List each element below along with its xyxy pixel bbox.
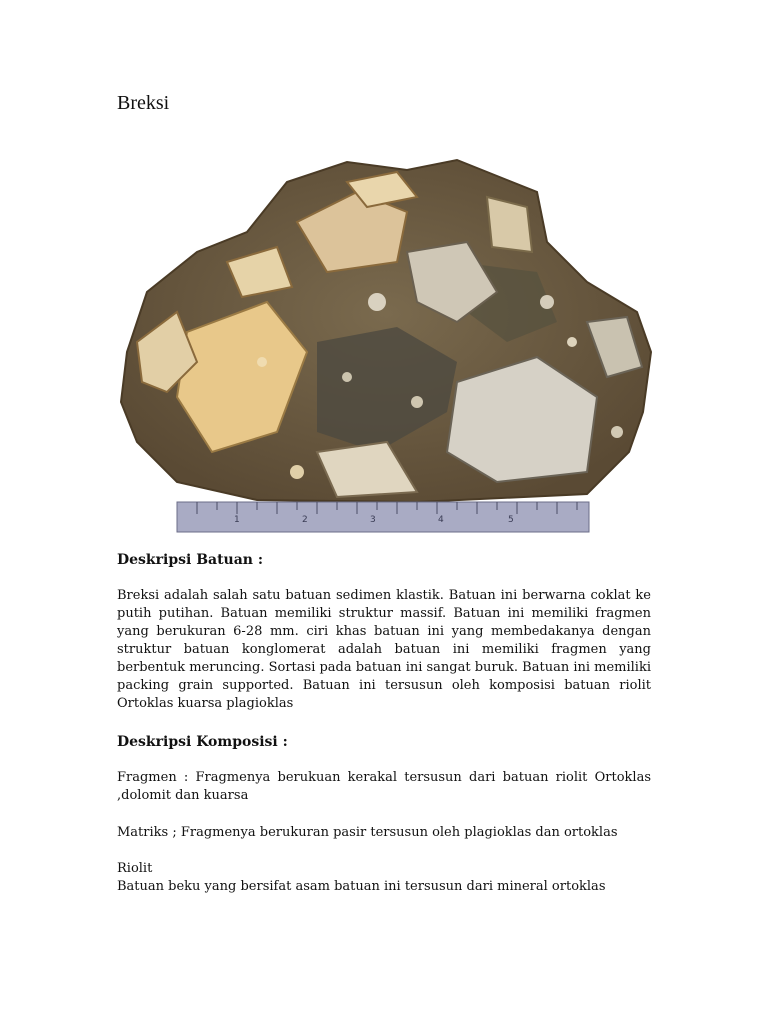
- paragraph-riolit: Batuan beku yang bersifat asam batuan ini tersusun dari mineral ortoklas: [117, 879, 606, 894]
- page-title: Breksi: [117, 92, 170, 114]
- paragraph-fragmen: Fragmen : Fragmenya berukuan kerakal tersusun dari batuan riolit Ortoklas ,dolomit dan kuarsa: [117, 770, 651, 803]
- section-heading-komposisi: Deskripsi Komposisi :: [117, 734, 288, 750]
- paragraph-deskripsi-batuan: Breksi adalah salah satu batuan sedimen klastik. Batuan ini berwarna coklat ke putih putihan. Batuan memiliki struktur massif. Batuan ini memiliki fragmen yang berukuran 6-28 mm. ciri khas batuan ini yang membedakanya dengan struktur batuan konglomerat adalah batuan ini memiliki fragmen yang berbentuk meruncing. Sortasi pada batuan ini sangat buruk. Batuan ini memiliki packing grain supported. Batuan ini tersusun oleh komposisi batuan riolit Ortoklas kuarsa plagioklas: [117, 588, 651, 711]
- ruler-mark-2: 2: [302, 515, 308, 525]
- rock-specimen-photo: [117, 152, 653, 534]
- scale-ruler: [177, 502, 589, 532]
- ruler-mark-3: 3: [370, 515, 376, 525]
- ruler-mark-1: 1: [234, 515, 240, 525]
- paragraph-matriks: Matriks ; Fragmenya berukuran pasir tersusun oleh plagioklas dan ortoklas: [117, 825, 618, 840]
- section-heading-batuan: Deskripsi Batuan :: [117, 552, 264, 568]
- ruler-mark-4: 4: [438, 515, 444, 525]
- ruler-mark-5: 5: [508, 515, 514, 525]
- riolit-title: Riolit: [117, 861, 153, 876]
